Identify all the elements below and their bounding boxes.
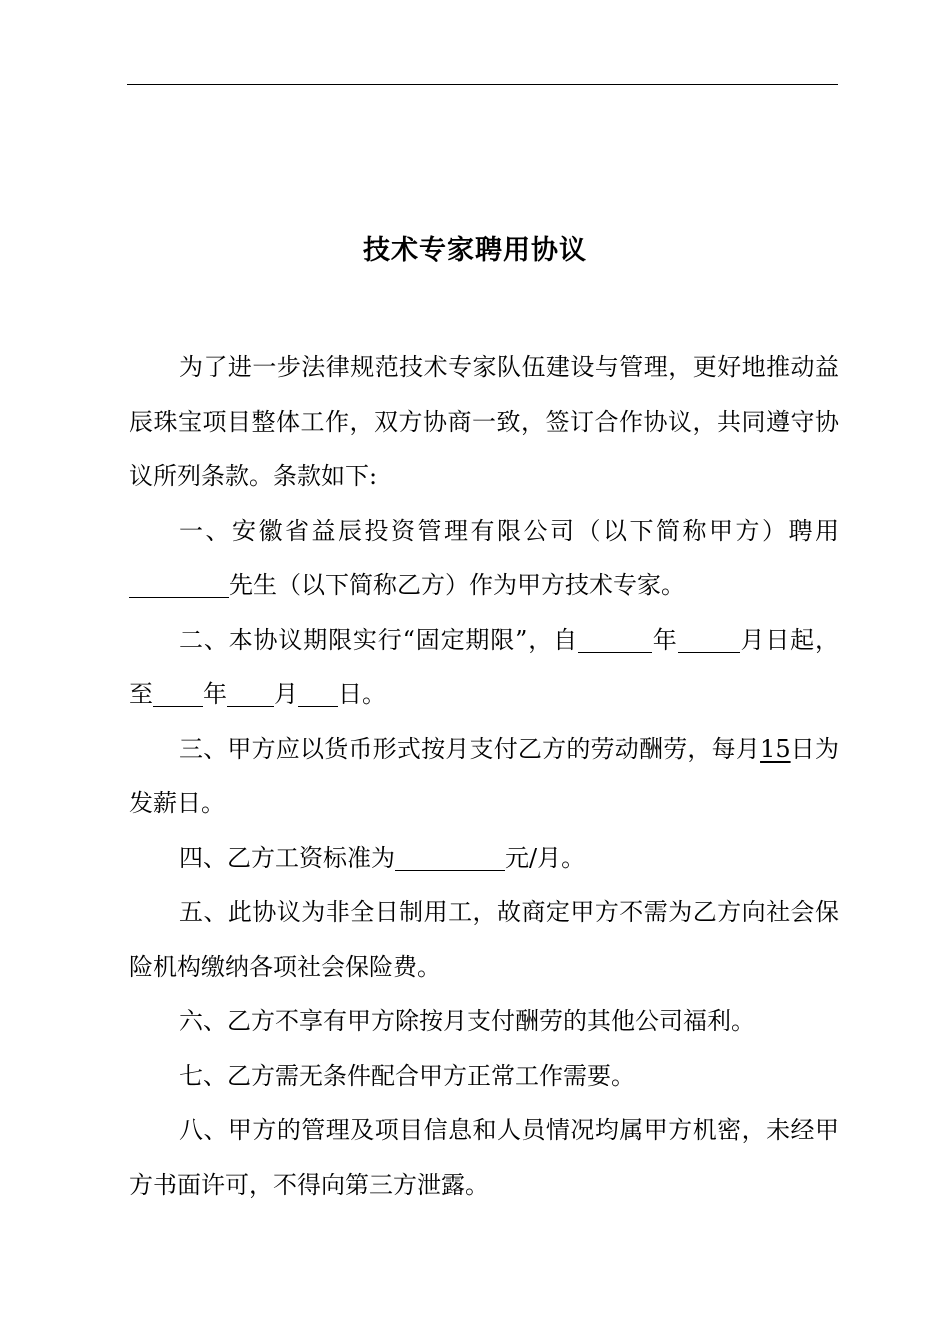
clause-1-text-a: 一、安徽省益辰投资管理有限公司（以下简称甲方）聘用 [179, 516, 839, 545]
clause-4-text-a: 四、乙方工资标准为 [179, 843, 395, 872]
header-rule [127, 84, 838, 85]
start-month-blank-field[interactable] [678, 624, 740, 653]
clause-2-text-a: 二、本协议期限实行“固定期限”，自 [179, 625, 578, 654]
end-day-label: 日。 [338, 680, 386, 708]
start-year-label: 年 [651, 625, 678, 654]
clause-3 [129, 722, 839, 831]
end-year-blank-field[interactable] [153, 678, 203, 707]
clause-8: 八、甲方的管理及项目信息和人员情况均属甲方机密，未经甲方书面许可，不得向第三方泄露。 [129, 1116, 839, 1199]
name-blank-field[interactable] [129, 569, 229, 598]
clause-2-text-b: 日起，至 [129, 625, 840, 708]
clause-6: 六、乙方不享有甲方除按月支付酬劳的其他公司福利。 [179, 1007, 755, 1035]
start-year-blank-field[interactable] [578, 624, 652, 653]
clause-2 [129, 613, 839, 722]
clause-3-text-a: 三、甲方应以货币形式按月支付乙方的劳动酬劳，每月 [179, 734, 761, 763]
clause-1-text-b: 先生（以下简称乙方）作为甲方技术专家。 [229, 571, 685, 599]
clause-4-text-b: 元/月。 [505, 843, 586, 872]
end-day-blank-field[interactable] [298, 678, 338, 707]
salary-blank-field[interactable] [395, 842, 505, 871]
end-year-label: 年 [203, 680, 227, 708]
clause-5: 五、此协议为非全日制用工，故商定甲方不需为乙方向社会保险机构缴纳各项社会保险费。 [129, 898, 839, 981]
end-month-label: 月 [274, 680, 298, 708]
clause-4 [129, 831, 839, 886]
pay-day-value: 15 [760, 734, 791, 763]
start-month-label: 月 [739, 625, 766, 654]
intro-paragraph: 为了进一步法律规范技术专家队伍建设与管理，更好地推动益辰珠宝项目整体工作，双方协商一致，签订合作协议，共同遵守协议所列条款。条款如下: [129, 353, 839, 490]
document-body [129, 340, 839, 1212]
clause-3-text-b: 日为发薪日。 [129, 734, 840, 817]
clause-1 [129, 504, 839, 613]
document-title: 技术专家聘用协议 [363, 235, 587, 266]
clause-7: 七、乙方需无条件配合甲方正常工作需要。 [179, 1061, 635, 1090]
end-month-blank-field[interactable] [227, 678, 274, 707]
